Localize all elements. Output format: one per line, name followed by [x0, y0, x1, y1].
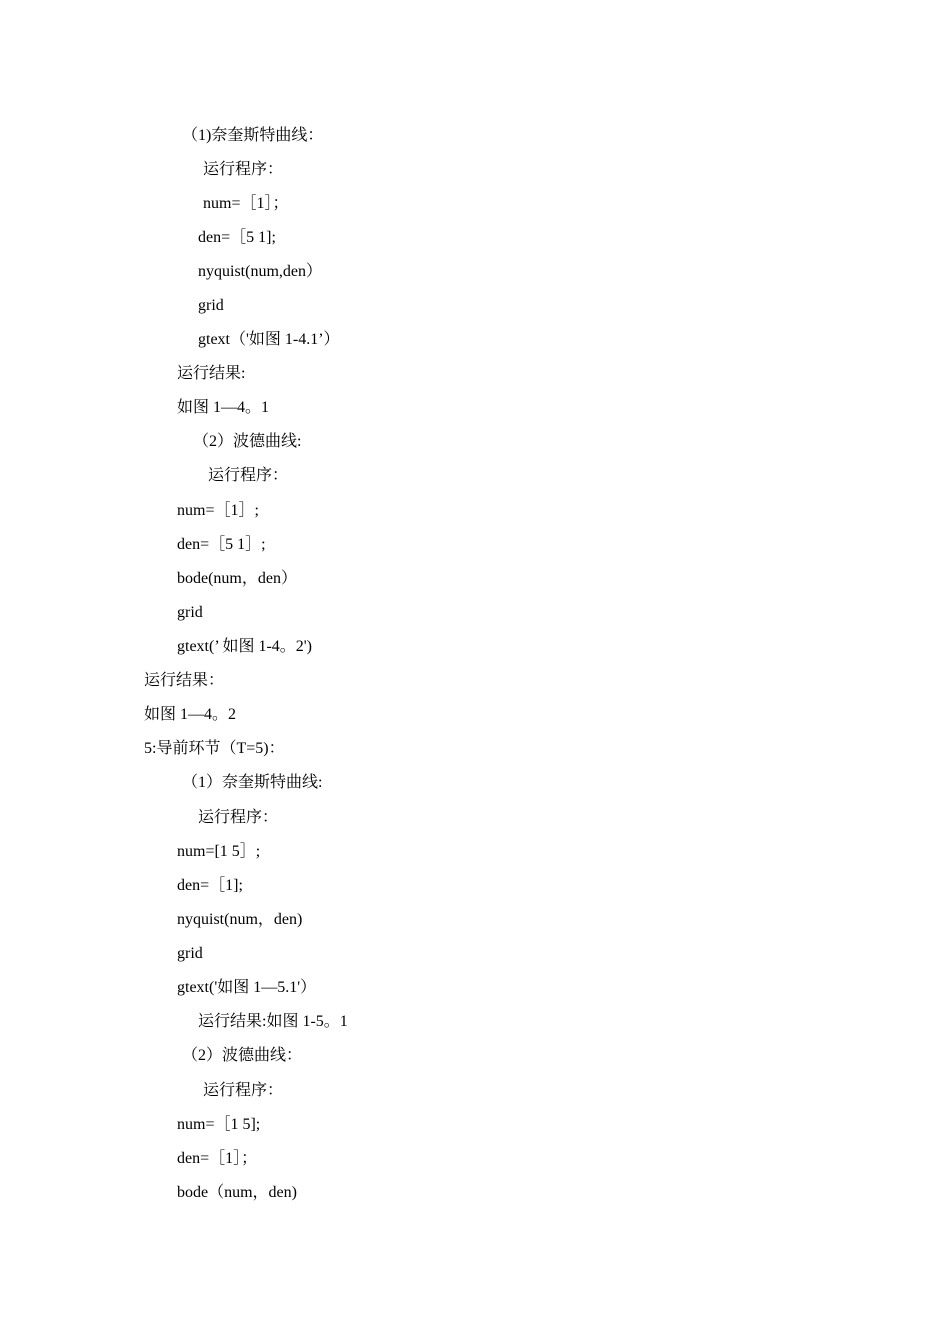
- section-heading-nyquist: （1)奈奎斯特曲线：: [182, 127, 324, 144]
- code-line: bode(num，den）: [177, 570, 297, 587]
- code-line: nyquist(num，den): [177, 911, 303, 928]
- code-line: grid: [177, 604, 203, 621]
- code-line: gtext(’ 如图 1-4。2'): [177, 638, 313, 655]
- code-line: num=[1 5］;: [177, 843, 261, 860]
- result-label: 运行结果:: [177, 365, 246, 382]
- code-line: den=［1];: [177, 877, 243, 894]
- section-heading-lead-element: 5:导前环节（T=5)：: [144, 740, 285, 757]
- code-line: gtext('如图 1—5.1'）: [177, 979, 317, 996]
- result-label: 运行结果：: [144, 672, 225, 689]
- code-line: num=［1］；: [203, 195, 289, 212]
- code-line: den=［5 1];: [198, 229, 276, 246]
- section-heading-bode: （2）波德曲线:: [193, 433, 302, 450]
- code-line: grid: [198, 297, 224, 314]
- program-label: 运行程序：: [198, 809, 279, 826]
- section-heading-nyquist: （1）奈奎斯特曲线:: [182, 774, 323, 791]
- code-line: bode（num，den): [177, 1184, 297, 1201]
- section-heading-bode: （2）波德曲线：: [182, 1047, 303, 1064]
- code-line: den=［5 1］;: [177, 536, 266, 553]
- code-line: grid: [177, 945, 203, 962]
- figure-reference: 如图 1—4。1: [177, 399, 270, 416]
- code-line: num=［1］;: [177, 502, 259, 519]
- code-line: nyquist(num,den）: [198, 263, 322, 280]
- code-line: num=［1 5];: [177, 1116, 261, 1133]
- program-label: 运行程序：: [208, 467, 289, 484]
- code-line: gtext（'如图 1-4.1’）: [198, 331, 340, 348]
- program-label: 运行程序：: [203, 161, 284, 178]
- program-label: 运行程序：: [203, 1082, 284, 1099]
- code-line: den=［1］；: [177, 1150, 258, 1167]
- figure-reference: 如图 1—4。2: [144, 706, 237, 723]
- result-label: 运行结果:如图 1-5。1: [198, 1013, 348, 1030]
